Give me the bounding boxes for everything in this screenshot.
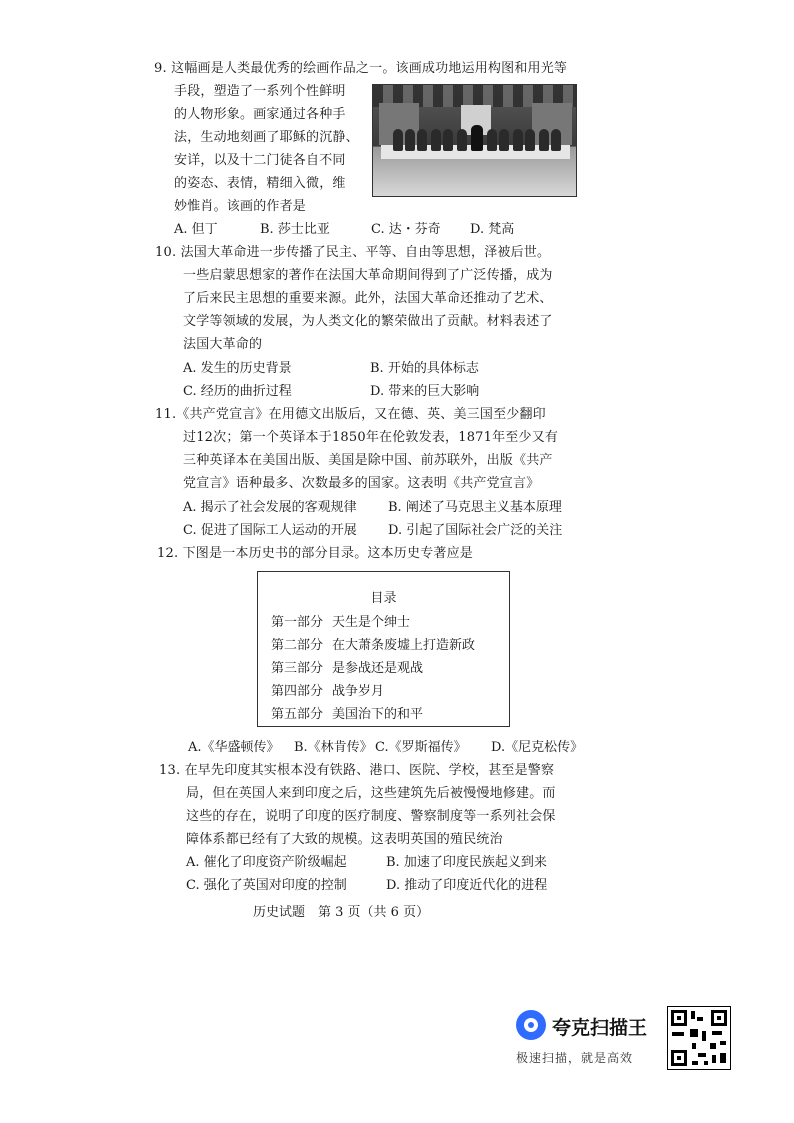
q10-option-b[interactable]: B. 开始的具体标志	[370, 361, 479, 376]
q9-stem-line-5: 安详，以及十二门徒各自不同	[174, 153, 346, 168]
q10-stem-line-4: 文学等领域的发展，为人类文化的繁荣做出了贡献。材料表述了	[183, 314, 553, 329]
toc-row	[271, 680, 384, 699]
toc-part: 第一部分	[271, 615, 324, 630]
q9-option-a[interactable]: A. 但丁	[174, 222, 218, 237]
q13-stem-line-2: 局，但在英国人来到印度之后，这些建筑先后被慢慢地修建。而	[186, 786, 556, 801]
q9-stem-line-3: 的人物形象。画家通过各种手	[174, 107, 346, 122]
q13-option-c[interactable]: C. 强化了英国对印度的控制	[186, 878, 347, 893]
q9-option-d[interactable]: D. 梵高	[470, 222, 515, 237]
toc-row	[271, 611, 410, 630]
toc-chapter-title: 战争岁月	[332, 684, 385, 699]
q10-stem-line-5: 法国大革命的	[183, 337, 263, 352]
q9-stem-line-1: 9. 这幅画是人类最优秀的绘画作品之一。该画成功地运用构图和用光等	[154, 61, 568, 76]
q11-stem-line-2: 过12次；第一个英译本于1850年在伦敦发表，1871年至少又有	[183, 430, 559, 445]
brand-slogan: 极速扫描，就是高效	[516, 1051, 634, 1065]
q11-option-d[interactable]: D. 引起了国际社会广泛的关注	[388, 523, 563, 538]
q9-option-c[interactable]: C. 达・芬奇	[371, 222, 441, 237]
last-supper-painting	[372, 84, 577, 197]
q10-stem-line-1: 10. 法国大革命进一步传播了民主、平等、自由等思想，泽被后世。	[155, 245, 551, 260]
q13-option-b[interactable]: B. 加速了印度民族起义到来	[386, 855, 547, 870]
q12-option-d[interactable]: D.《尼克松传》	[491, 740, 584, 755]
q10-option-a[interactable]: A. 发生的历史背景	[183, 361, 292, 376]
q12-option-a[interactable]: A.《华盛顿传》	[188, 740, 280, 755]
toc-chapter-title: 是参战还是观战	[332, 661, 424, 676]
scanner-brand	[516, 1010, 662, 1072]
q9-option-b[interactable]: B. 莎士比亚	[260, 222, 330, 237]
quark-logo-icon	[516, 1010, 546, 1040]
q10-stem-line-2: 一些启蒙思想家的著作在法国大革命期间得到了广泛传播，成为	[183, 268, 553, 283]
q11-stem-line-4: 党宣言》语种最多、次数最多的国家。这表明《共产党宣言》	[183, 476, 540, 491]
q11-stem-line-3: 三种英译本在美国出版、美国是除中国、前苏联外，出版《共产	[183, 453, 553, 468]
toc-chapter-title: 天生是个绅士	[332, 615, 411, 630]
q9-stem-line-2: 手段，塑造了一系列个性鲜明	[174, 84, 346, 99]
toc-chapter-title: 在大萧条废墟上打造新政	[332, 638, 476, 653]
q11-stem-line-1: 11.《共产党宣言》在用德文出版后，又在德、英、美三国至少翻印	[155, 407, 546, 422]
toc-row	[271, 703, 423, 722]
q11-option-c[interactable]: C. 促进了国际工人运动的开展	[183, 523, 357, 538]
q10-option-c[interactable]: C. 经历的曲折过程	[183, 384, 292, 399]
q13-stem-line-4: 障体系都已经有了大致的规模。这表明英国的殖民统治	[186, 832, 503, 847]
toc-row	[271, 657, 423, 676]
q12-stem: 12. 下图是一本历史书的部分目录。这本历史专著应是	[157, 546, 474, 561]
q9-stem-line-6: 的姿态、表情，精细入微，维	[174, 176, 346, 191]
toc-part: 第二部分	[271, 638, 324, 653]
q13-option-d[interactable]: D. 推动了印度近代化的进程	[386, 878, 548, 893]
toc-chapter-title: 美国治下的和平	[332, 707, 424, 722]
q12-option-c[interactable]: C.《罗斯福传》	[375, 740, 467, 755]
q13-option-a[interactable]: A. 催化了印度资产阶级崛起	[186, 855, 347, 870]
q13-stem-line-1: 13. 在早先印度其实根本没有铁路、港口、医院、学校，甚至是警察	[159, 763, 555, 778]
qr-code-icon	[667, 1006, 731, 1070]
q13-stem-line-3: 这些的存在，说明了印度的医疗制度、警察制度等一系列社会保	[186, 809, 556, 824]
toc-title: 目录	[370, 591, 397, 606]
q10-stem-line-3: 了后来民主思想的重要来源。此外，法国大革命还推动了艺术、	[183, 291, 553, 306]
toc-part: 第五部分	[271, 707, 324, 722]
q10-option-d[interactable]: D. 带来的巨大影响	[370, 384, 480, 399]
toc-part: 第四部分	[271, 684, 324, 699]
q12-option-b[interactable]: B.《林肯传》	[294, 740, 373, 755]
table-of-contents-box	[257, 571, 510, 727]
brand-name: 夸克扫描王	[552, 1017, 648, 1039]
q11-option-a[interactable]: A. 揭示了社会发展的客观规律	[183, 500, 357, 515]
toc-row	[271, 634, 475, 653]
q11-option-b[interactable]: B. 阐述了马克思主义基本原理	[388, 500, 562, 515]
page-footer: 历史试题 第 3 页（共 6 页）	[253, 905, 430, 920]
q9-stem-line-7: 妙惟肖。该画的作者是	[174, 199, 307, 214]
toc-part: 第三部分	[271, 661, 324, 676]
q9-stem-line-4: 法，生动地刻画了耶稣的沉静、	[174, 130, 359, 145]
